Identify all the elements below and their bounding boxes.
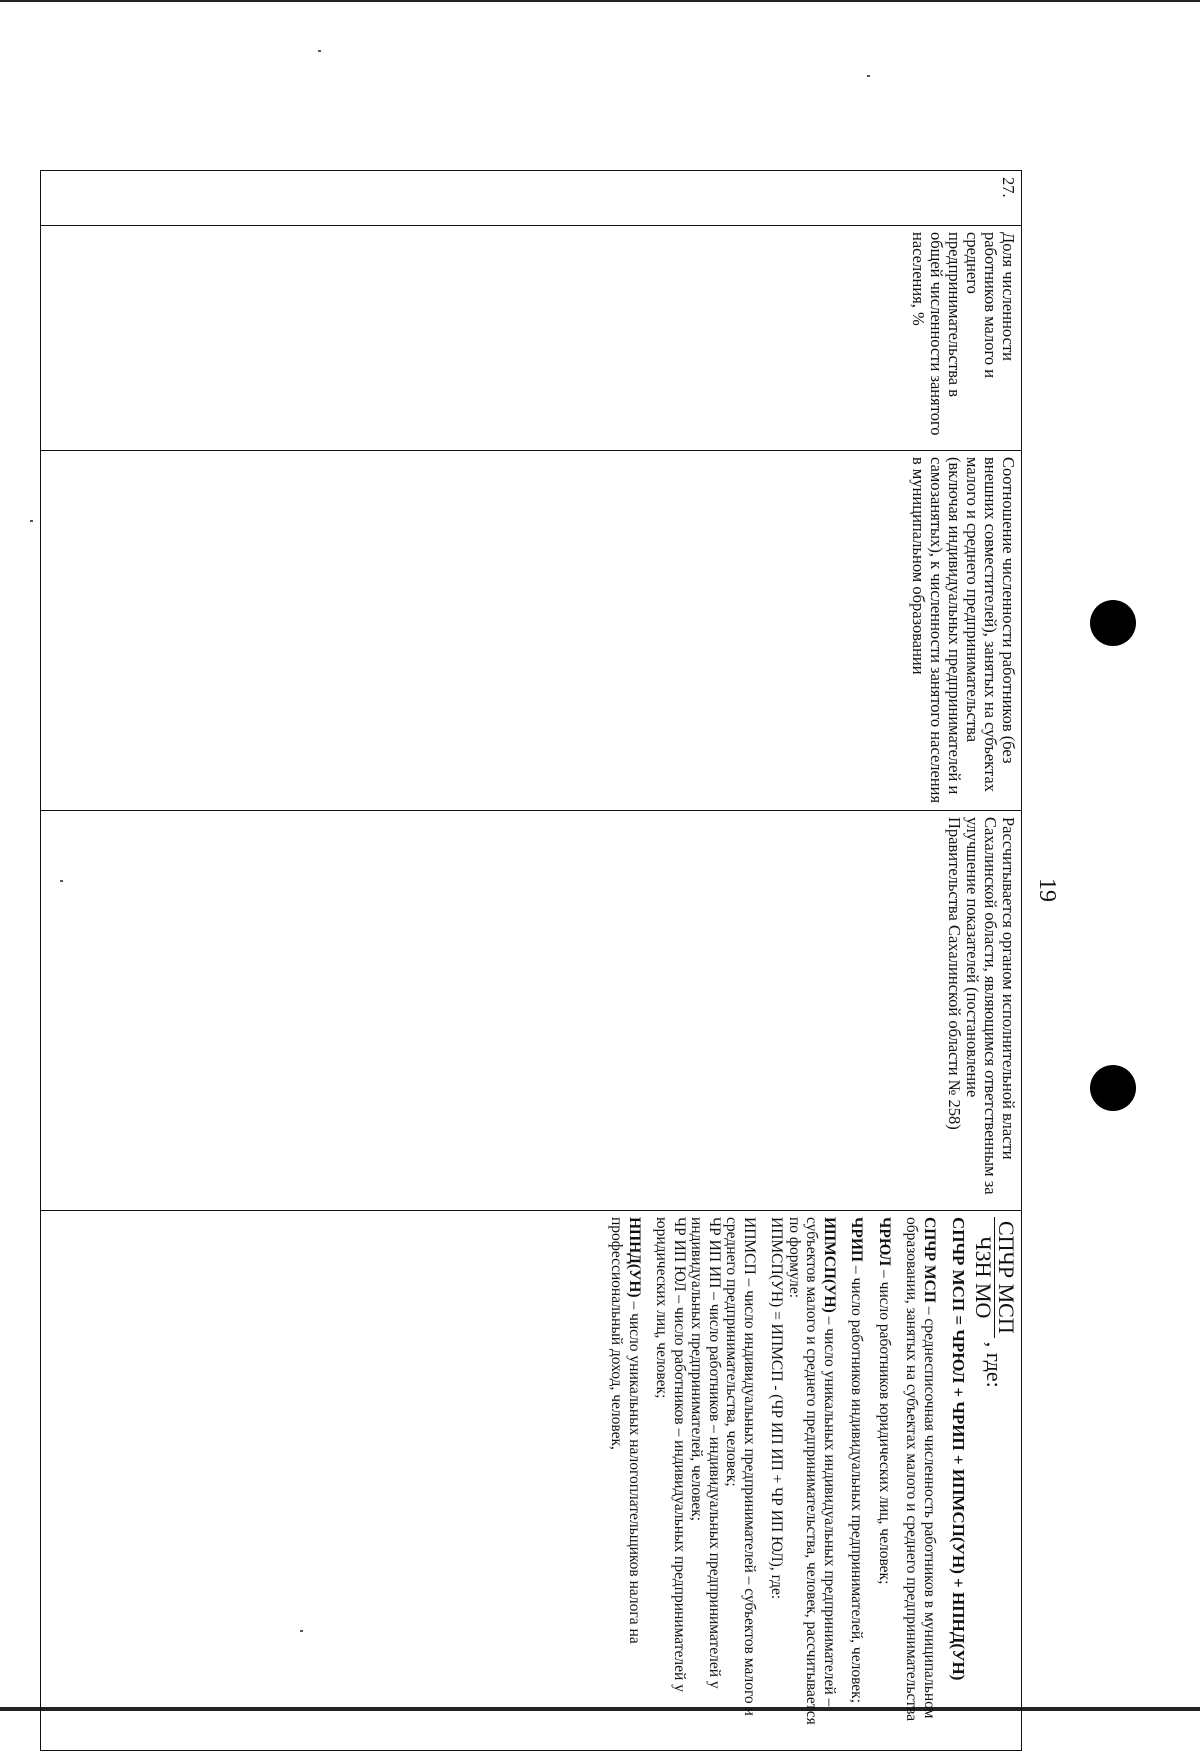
definition-item bbox=[786, 1217, 839, 1744]
scan-speck bbox=[30, 520, 33, 522]
definition-text: – число работников индивидуальных предпринимателей, человек; bbox=[848, 1261, 866, 1704]
definition-term: НПНД(УН) bbox=[626, 1217, 643, 1298]
definition-term: ЧРЮЛ bbox=[876, 1217, 893, 1267]
scan-speck bbox=[867, 75, 870, 77]
sum-equation: СПЧР МСП = ЧРЮЛ + ЧРИП + ИПМСП(УН) + НПНД(УН) bbox=[949, 1217, 968, 1681]
sub-definition: ИПМСП – число индивидуальных предпринимателей – субъектов малого и среднего предпринимательства, человек; bbox=[723, 1217, 758, 1716]
definition-item bbox=[876, 1217, 894, 1744]
sub-definition: ЧР ИП ИП – число работников – индивидуальных предпринимателей у индивидуальных предпринимателей, человек; bbox=[688, 1217, 723, 1689]
definition-text: – число уникальных налогоплательщиков налога на профессиональный доход, человек, bbox=[608, 1217, 643, 1644]
definition-item bbox=[903, 1217, 938, 1744]
indicator-definition: Соотношение численности работников (без внешних совместителей), занятых на субъектах малого и среднего предпринимательства (включая индивидуальных предпринимателей и самозанятых), к численности занятого населения в муниципальном образовании bbox=[41, 451, 1022, 811]
indicator-name: Доля численности работников малого и среднего предпринимательства в общей численности занятого населения, % bbox=[41, 226, 1022, 451]
table-row bbox=[41, 171, 1022, 1751]
sub-definition: ЧР ИП ЮЛ – число работников – индивидуальных предпринимателей у юридических лиц, человек; bbox=[653, 1217, 688, 1692]
fraction bbox=[971, 1217, 1019, 1338]
main-formula bbox=[971, 1217, 1019, 1744]
scan-top-edge bbox=[0, 0, 1200, 2]
definition-term: ЧРИП bbox=[848, 1217, 866, 1262]
calculation-method bbox=[41, 1211, 1022, 1751]
definition-text: – число уникальных индивидуальных предпринимателей – субъектов малого и среднего предпринимательства, человек, рассчитывается по формуле: bbox=[786, 1217, 838, 1725]
fraction-denominator: ЧЗН МО bbox=[971, 1236, 996, 1319]
rotated-page bbox=[40, 170, 1060, 1750]
punch-hole-mark bbox=[1090, 600, 1136, 646]
indicator-source: Рассчитывается органом исполнительной власти Сахалинской области, являющимся ответственным за улучшение показателей (постановление Правительства Сахалинской области № 258) bbox=[41, 811, 1022, 1211]
fraction-numerator: СПЧР МСП bbox=[994, 1217, 1015, 1338]
definition-text: – среднесписочная численность работников в муниципальном образовании, занятых на субъектах малого и среднего предпринимательства bbox=[903, 1217, 938, 1722]
definition-term: СПЧР МСП bbox=[921, 1217, 938, 1303]
scan-speck bbox=[318, 50, 321, 52]
definition-item bbox=[848, 1217, 866, 1744]
definition-item bbox=[608, 1217, 643, 1744]
punch-hole-mark bbox=[1090, 1065, 1136, 1111]
definition-text: – число работников юридических лиц, человек; bbox=[876, 1266, 893, 1585]
fraction-suffix: , где: bbox=[982, 1341, 1008, 1388]
row-number: 27. bbox=[41, 171, 1022, 226]
indicator-table bbox=[40, 170, 1022, 1751]
secondary-formula: ИПМСП(УН) = ИПМСП - (ЧР ИП ИП + ЧР ИП ЮЛ), где: bbox=[768, 1217, 786, 1600]
definition-term: ИПМСП(УН) bbox=[821, 1217, 838, 1313]
page-number: 19 bbox=[1034, 878, 1060, 902]
